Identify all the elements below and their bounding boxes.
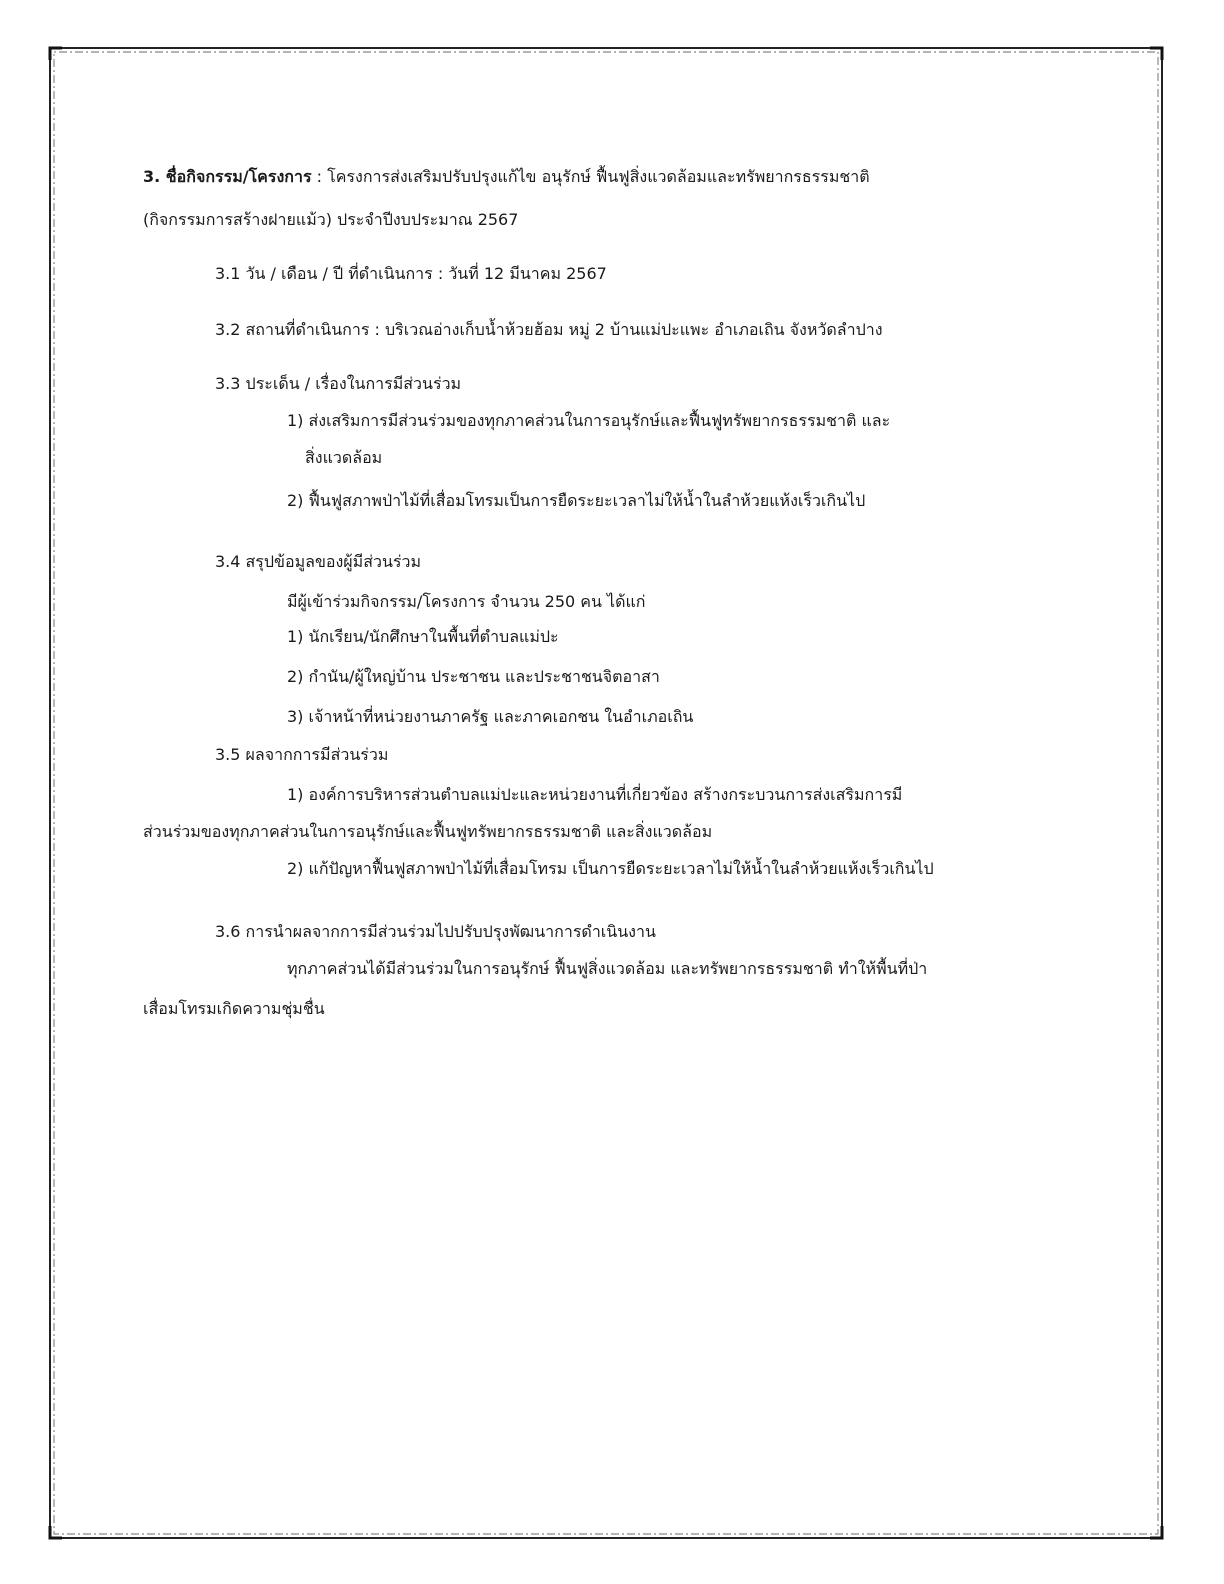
item-3-3-point-1-continuation: สิ่งแวดล้อม: [305, 448, 383, 467]
section-heading-continuation: (กิจกรรมการสร้างฝายแม้ว) ประจำปีงบประมาณ 2567: [143, 210, 519, 229]
item-3-3-point-1: 1) ส่งเสริมการมีส่วนร่วมของทุกภาคส่วนในการอนุรักษ์และฟื้นฟูทรัพยากรธรรมชาติ และ: [287, 411, 891, 430]
item-3-5-result-1: 1) องค์การบริหารส่วนตำบลแม่ปะและหน่วยงานที่เกี่ยวข้อง สร้างกระบวนการส่งเสริมการมี: [287, 785, 903, 804]
item-3-4-participant-2: 2) กำนัน/ผู้ใหญ่บ้าน ประชาชน และประชาชนจิตอาสา: [287, 667, 660, 686]
item-3-2-location: 3.2 สถานที่ดำเนินการ : บริเวณอ่างเก็บน้ำห้วยฮ้อม หมู่ 2 บ้านแม่ปะแพะ อำเภอเถิน จังหวัดลำปาง: [215, 320, 883, 339]
item-3-5-result-2: 2) แก้ปัญหาฟื้นฟูสภาพป่าไม้ที่เสื่อมโทรม เป็นการยืดระยะเวลาไม่ให้น้ำในลำห้วยแห้งเร็วเกินไป: [287, 859, 934, 878]
item-3-6-text: ทุกภาคส่วนได้มีส่วนร่วมในการอนุรักษ์ ฟื้นฟูสิ่งแวดล้อม และทรัพยากรธรรมชาติ ทำให้พื้นที่ป่า: [287, 959, 928, 978]
section-heading: [143, 165, 870, 189]
item-3-3-topic: 3.3 ประเด็น / เรื่องในการมีส่วนร่วม: [215, 374, 462, 393]
item-3-4-summary: 3.4 สรุปข้อมูลของผู้มีส่วนร่วม: [215, 552, 422, 571]
item-3-6-improvement: 3.6 การนำผลจากการมีส่วนร่วมไปปรับปรุงพัฒนาการดำเนินงาน: [215, 922, 656, 941]
item-3-4-participant-1: 1) นักเรียน/นักศึกษาในพื้นที่ตำบลแม่ปะ: [287, 627, 559, 646]
item-3-5-result-1-continuation: ส่วนร่วมของทุกภาคส่วนในการอนุรักษ์และฟื้นฟูทรัพยากรธรรมชาติ และสิ่งแวดล้อม: [143, 822, 713, 841]
section-heading-label: 3. ชื่อกิจกรรม/โครงการ: [143, 167, 312, 186]
item-3-4-participant-3: 3) เจ้าหน้าที่หน่วยงานภาครัฐ และภาคเอกชน ในอำเภอเถิน: [287, 707, 694, 726]
section-heading-text: โครงการส่งเสริมปรับปรุงแก้ไข อนุรักษ์ ฟื้นฟูสิ่งแวดล้อมและทรัพยากรธรรมชาติ: [327, 167, 870, 186]
section-heading-separator: :: [311, 167, 328, 186]
item-3-6-text-continuation: เสื่อมโทรมเกิดความชุ่มชื่น: [143, 999, 325, 1018]
item-3-4-intro: มีผู้เข้าร่วมกิจกรรม/โครงการ จำนวน 250 คน ได้แก่: [287, 592, 646, 611]
item-3-5-results: 3.5 ผลจากการมีส่วนร่วม: [215, 745, 389, 764]
item-3-1-date: 3.1 วัน / เดือน / ปี ที่ดำเนินการ : วันที่ 12 มีนาคม 2567: [215, 264, 607, 283]
item-3-3-point-2: 2) ฟื้นฟูสภาพป่าไม้ที่เสื่อมโทรมเป็นการยืดระยะเวลาไม่ให้น้ำในลำห้วยแห้งเร็วเกินไป: [287, 491, 866, 510]
